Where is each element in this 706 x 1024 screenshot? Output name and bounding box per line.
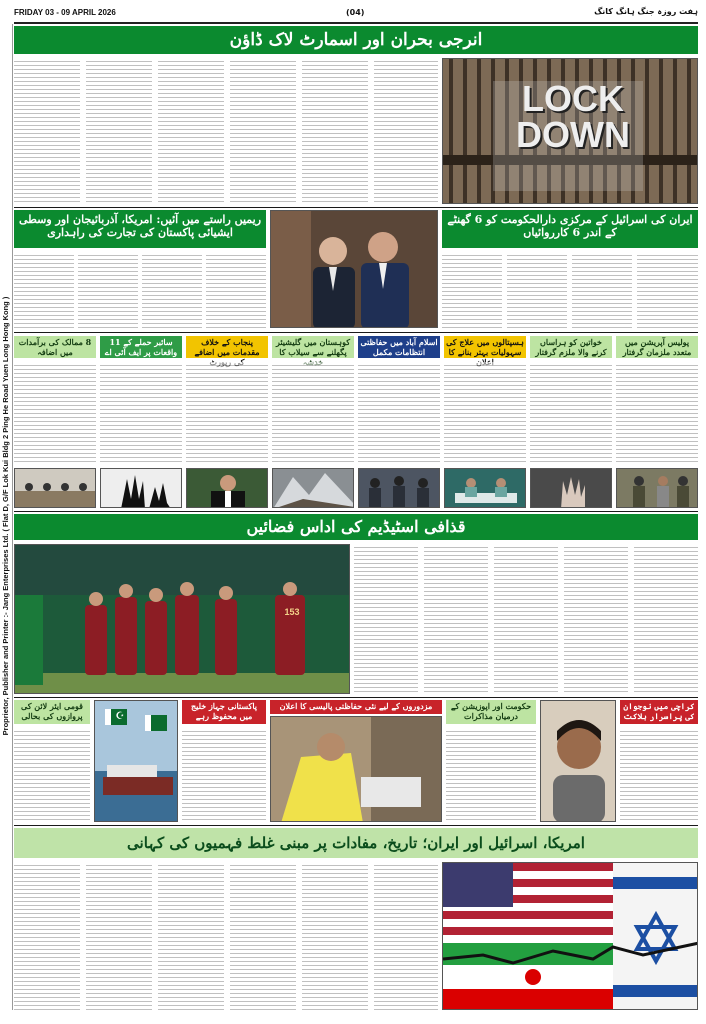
flags-photo — [442, 862, 698, 1010]
classroom-illustration — [15, 469, 96, 508]
lower-title: حکومت اور اپوزیشن کے درمیان مذاکرات — [446, 700, 536, 724]
hands-photo — [100, 468, 182, 508]
leaders-illustration — [271, 211, 438, 328]
newspaper-brand: ہفت روزہ جنگ ہانگ کانگ — [594, 7, 698, 16]
text-column — [14, 58, 80, 204]
lower-title: کراچی میں نوجوان کی پراسرار ہلاکت — [620, 700, 698, 724]
arrest-photo — [616, 468, 698, 508]
text-column — [86, 58, 152, 204]
news-item — [530, 336, 612, 508]
lower-title: قومی ایئر لائن کی پروازوں کی بحالی — [14, 700, 90, 724]
energy-article — [14, 58, 438, 204]
hospital-photo — [444, 468, 526, 508]
news-title: ہسپتالوں میں علاج کی سہولیات بہتر بنانے کا — [444, 336, 526, 358]
news-item — [444, 336, 526, 508]
leaders-photo — [270, 210, 438, 328]
portrait-photo — [540, 700, 616, 822]
news-item — [358, 336, 440, 508]
text-column — [230, 58, 296, 204]
imprint-text: Proprietor, Publisher and Printer :- Jang Enterprises Ltd. ( Flat D, G/F Lok Kui Bldg 2 Ping He Road Yuen Long Hong Kong ) — [1, 296, 10, 736]
stadium-headline: قذافی اسٹیڈیم کی اداس فضائیں — [14, 514, 698, 540]
lower-item — [14, 700, 90, 822]
flag-crescent-icon: ☪ — [115, 711, 125, 722]
police-illustration — [359, 469, 440, 508]
lockdown-word-2: DOWN — [516, 114, 630, 155]
classroom-photo — [14, 468, 96, 508]
story-right-headline: ایران کی اسرائیل کے مرکزی دارالحکومت کو 6 گھنٹے کے اندر 6 کارروائیاں — [442, 210, 698, 248]
text-column — [374, 58, 438, 204]
portrait-illustration — [541, 701, 616, 822]
hand-stop-illustration — [531, 469, 612, 508]
ship-illustration — [95, 701, 178, 822]
lower-title: مزدوروں کے لیے نئی حفاظتی پالیسی کا اعلان — [270, 700, 442, 714]
story-right-body — [442, 252, 698, 328]
news-title: پولیس آپریشن میں متعدد ملزمان گرفتار — [616, 336, 698, 358]
hospital-illustration — [445, 469, 526, 508]
news-title: اسلام آباد میں حفاظتی انتظامات مکمل — [358, 336, 440, 358]
judge-illustration — [187, 469, 268, 508]
arrest-illustration — [617, 469, 698, 508]
lower-item-feature — [270, 700, 442, 822]
imprint-sidebar — [0, 24, 13, 1010]
lower-strip — [14, 700, 698, 822]
page-number: (04) — [346, 8, 365, 17]
stadium-article — [354, 544, 698, 694]
news-title: خواتین کو ہراساں کرنے والا ملزم گرفتار — [530, 336, 612, 358]
hand-stop-photo — [530, 468, 612, 508]
news-title: 8 ممالک کی برآمدات میں اضافہ — [14, 336, 96, 358]
lockdown-word-1: LOCK — [522, 78, 624, 119]
news-title: کوہستان میں گلیشیئر پگھلنے سے سیلاب کا — [272, 336, 354, 358]
news-item — [186, 336, 268, 508]
news-item — [100, 336, 182, 508]
story-left-headline: ریمیں راستے میں آئیں: امریکا، آذربائیجان اور وسطی ایشیائی پاکستان کی تجارت کی راہداری — [14, 210, 266, 248]
glacier-photo — [272, 468, 354, 508]
judge-photo — [186, 468, 268, 508]
news-title: پنجاب کے خلاف مقدمات میں اضافے — [186, 336, 268, 358]
cricket-photo — [14, 544, 350, 694]
text-column — [302, 58, 368, 204]
text-column — [158, 58, 224, 204]
flags-illustration — [443, 863, 698, 1010]
us-iran-headline: امریکا، اسرائیل اور ایران؛ تاریخ، مفادات پر مبنی غلط فہمیوں کی کہانی — [14, 828, 698, 858]
energy-headline: انرجی بحران اور اسمارٹ لاک ڈاؤن — [14, 26, 698, 54]
news-item — [14, 336, 96, 508]
worker-illustration — [271, 717, 442, 822]
cricket-illustration — [15, 545, 350, 694]
hands-illustration — [101, 469, 182, 508]
issue-date: FRIDAY 03 - 09 APRIL 2026 — [14, 8, 116, 17]
lower-item — [182, 700, 266, 822]
lower-title: پاکستانی جہاز خلیج میں محفوظ رہے — [182, 700, 266, 724]
masthead — [14, 4, 698, 24]
glacier-illustration — [273, 469, 354, 508]
lockdown-photo — [442, 58, 698, 204]
player-number: 153 — [284, 607, 300, 617]
lower-item — [446, 700, 536, 822]
news-title: سائبر حملے کے 11 واقعات پر ایف آئی اے — [100, 336, 182, 358]
worker-photo — [270, 716, 442, 822]
news-item — [272, 336, 354, 508]
police-photo — [358, 468, 440, 508]
lower-item — [620, 700, 698, 822]
news-item — [616, 336, 698, 508]
story-left-body — [14, 252, 266, 328]
news-strip — [14, 336, 698, 508]
us-iran-article — [14, 862, 438, 1010]
ship-photo — [94, 700, 178, 822]
